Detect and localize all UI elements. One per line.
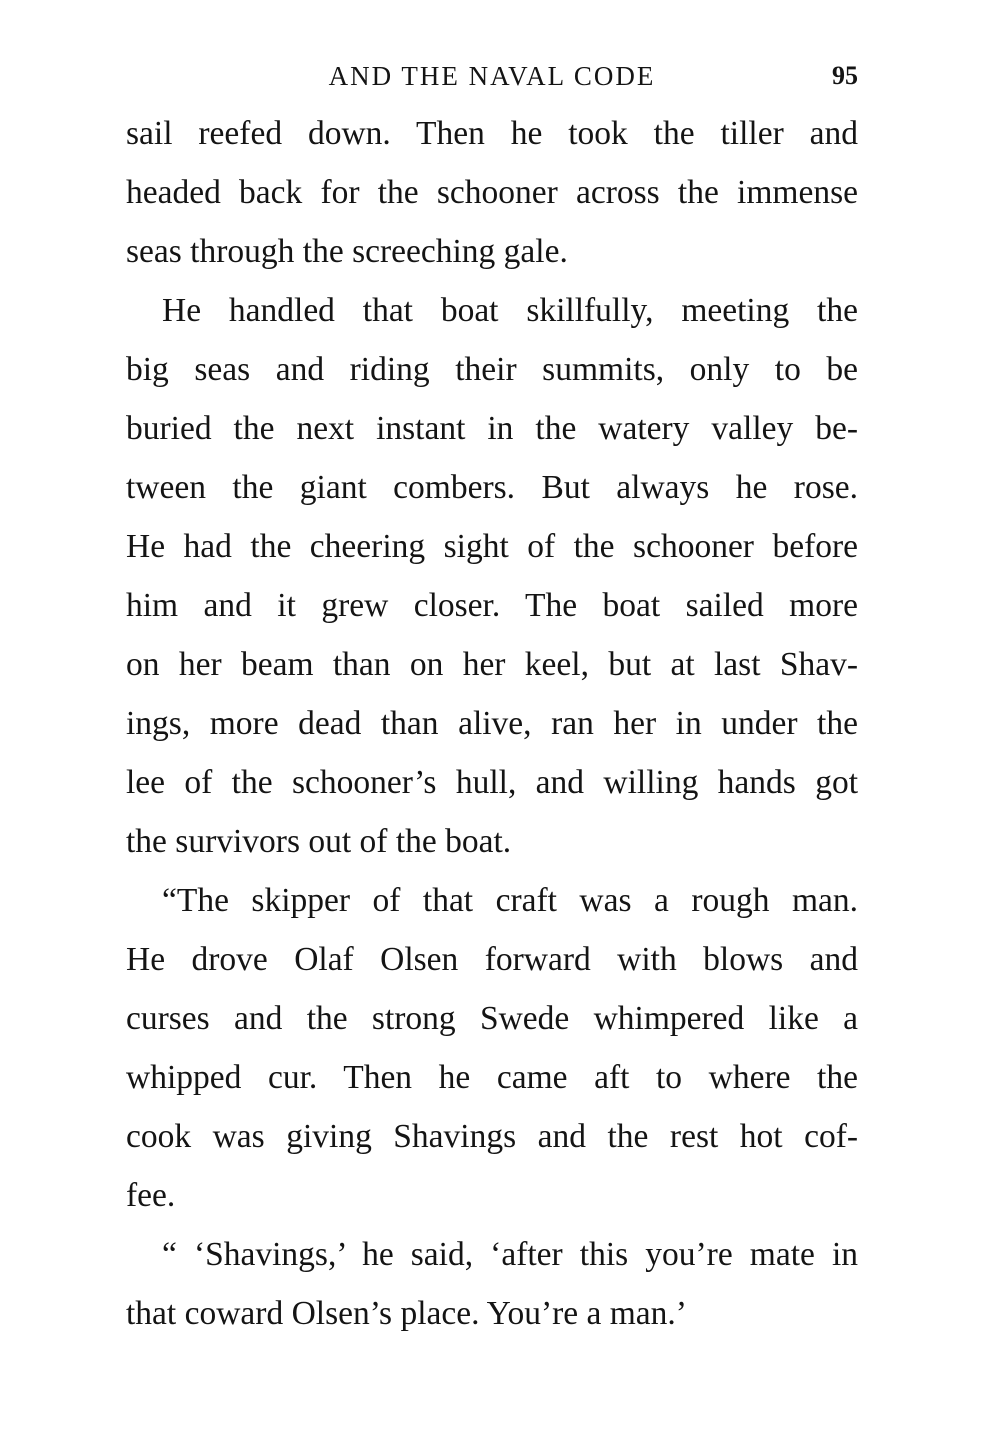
text-line: “ ‘Shavings,’ he said, ‘after this you’re mate in — [162, 1236, 858, 1273]
text-line: him and it grew closer. The boat sailed more — [126, 587, 858, 624]
text-line: He handled that boat skillfully, meeting the — [162, 292, 858, 329]
running-title: AND THE NAVAL CODE — [328, 61, 656, 91]
text-line: ings, more dead than alive, ran her in under the — [126, 705, 858, 742]
text-line: big seas and riding their summits, only to be — [126, 351, 858, 388]
text-line: whipped cur. Then he came aft to where the — [126, 1059, 858, 1096]
paragraph — [126, 1225, 858, 1343]
text-line: lee of the schooner’s hull, and willing hands got — [126, 764, 858, 801]
text-line: curses and the strong Swede whimpered like a — [126, 1000, 858, 1037]
paragraph — [126, 104, 858, 281]
text-line: on her beam than on her keel, but at last Shav- — [126, 646, 858, 683]
text-line: fee. — [126, 1177, 176, 1214]
text-line: seas through the screeching gale. — [126, 233, 568, 270]
text-line: cook was giving Shavings and the rest hot cof- — [126, 1118, 858, 1155]
text-line: He had the cheering sight of the schooner before — [126, 528, 858, 565]
text-line: buried the next instant in the watery valley be- — [126, 410, 858, 447]
text-line: that coward Olsen’s place. You’re a man.’ — [126, 1295, 687, 1332]
paragraph — [126, 871, 858, 1225]
page-number: 95 — [832, 61, 858, 90]
text-line: “The skipper of that craft was a rough man. — [162, 882, 858, 919]
paragraph — [126, 281, 858, 871]
text-line: sail reefed down. Then he took the tiller and — [126, 115, 858, 152]
running-head — [126, 56, 858, 96]
text-line: tween the giant combers. But always he rose. — [126, 469, 858, 506]
text-line: the survivors out of the boat. — [126, 823, 512, 860]
text-line: He drove Olaf Olsen forward with blows and — [126, 941, 858, 978]
body-text — [126, 104, 858, 1343]
text-line: headed back for the schooner across the immense — [126, 174, 858, 211]
